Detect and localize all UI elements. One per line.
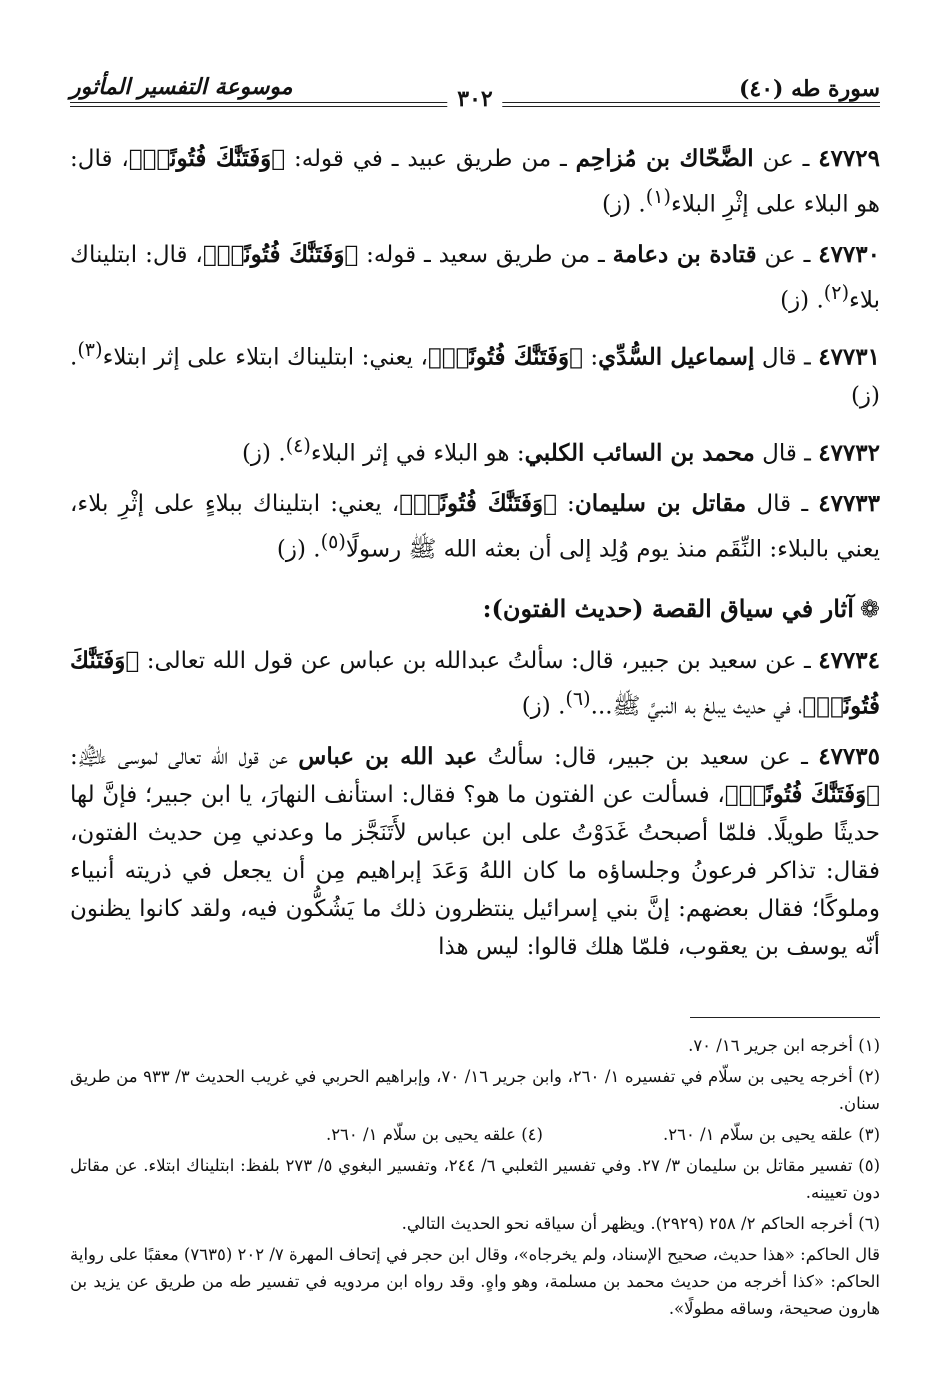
footnote-ref[interactable]: (٦): [565, 687, 591, 711]
quranic-verse: ﴿وَفَتَنَّٰكَ فُتُونًاۚ﴾: [128, 145, 286, 172]
footnote: (٦) أخرجه الحاكم ٢/ ٢٥٨ (٢٩٢٩). ويظهر أن سياقه نحو الحديث التالي.: [401, 1214, 880, 1233]
entry-text: ـ عن: [753, 146, 819, 172]
surah-title: سورة طه (٤٠): [738, 76, 880, 102]
entry-number: ٤٧٧٣٤: [818, 647, 880, 675]
footnote: (٣) علقه يحيى بن سلّام ١/ ٢٦٠.: [662, 1125, 880, 1144]
entry-end: . (ز): [241, 440, 286, 467]
narration-entry: [70, 738, 880, 966]
entry-end: . (ز): [276, 536, 321, 563]
narration-entry: [70, 236, 880, 320]
entry-number: ٤٧٧٣١: [818, 343, 880, 371]
entry-text: ، في حديث يبلغ به النبيَّ ﷺ...: [590, 693, 803, 720]
entry-end: . (ز): [521, 693, 566, 720]
narrator-name: إسماعيل السُّدِّي: [598, 343, 755, 371]
entry-text: ـ قال: [754, 344, 819, 371]
footnote-ref[interactable]: (٤): [285, 433, 311, 457]
quranic-verse: ﴿وَفَتَنَّٰكَ فُتُونًاۚ﴾: [70, 647, 880, 720]
narrator-name: عبد الله بن عباس: [298, 742, 478, 770]
quranic-verse: ﴿وَفَتَنَّٰكَ فُتُونًاۚ﴾: [202, 240, 359, 268]
main-text: [70, 140, 880, 978]
section-heading-text: آثار في سياق القصة (حديث الفتون):: [482, 594, 854, 624]
entry-text: ـ عن: [756, 241, 819, 268]
entry-end: . (ز): [70, 344, 880, 409]
entry-text: ـ قال: [746, 490, 819, 517]
entry-text: ـ عن سعيد بن جبير، قال: سألتُ: [477, 743, 819, 770]
quranic-verse: ﴿وَفَتَنَّٰكَ فُتُونًاۚ﴾: [427, 343, 583, 371]
entry-text: ، فسألت عن الفتون ما هو؟ فقال: استأنف النهارَ، يا ابن جبير؛ فإنَّ لها حديثًا طويلًا. فلمّا أصبحتُ غَدَوْتُ على ابن عباس لأَتَنَجَّز ما وعدني مِن حديث الفتون، فقال: تذاكر فرعونُ وجلساؤه ما كان اللهُ وَعَدَ إبراهيم مِن أن يجعل في ذريته أنبياء وملوكًا؛ فقال بعضهم: إنَّ بني إسرائيل ينتظرون ذلك ما يَشُكُّون فيه، ولقد كانوا يظنون أنّه يوسف بن يعقوب، فلمّا هلك قالوا: ليس هذا: [70, 781, 880, 960]
footnote-ref[interactable]: (١): [645, 185, 671, 208]
entry-text: ـ قال: [754, 440, 819, 467]
entry-number: ٤٧٧٣٠: [818, 240, 880, 268]
footnote-ref[interactable]: (٣): [77, 338, 103, 362]
quranic-verse: ﴿وَفَتَنَّٰكَ فُتُونًاۚ﴾: [724, 780, 880, 808]
narration-entry: [70, 485, 880, 569]
footnote: (١) أخرجه ابن جرير ١٦/ ٧٠.: [688, 1036, 880, 1055]
footnote: (٥) تفسير مقاتل بن سليمان ٣/ ٢٧. وفي تفسير الثعلبي ٦/ ٢٤٤، وتفسير البغوي ٥/ ٢٧٣ بلفظ: ابتليناك ابتلاء. عن مقاتل دون تعيينه.: [70, 1156, 880, 1202]
narrator-name: مقاتل بن سليمان: [574, 489, 747, 517]
narration-entry: [70, 140, 880, 224]
entry-text: ـ عن سعيد بن جبير، قال: سألتُ عبدالله بن عباس عن قول الله تعالى:: [139, 648, 819, 675]
entry-number: ٤٧٧٣٣: [818, 489, 881, 517]
entry-text: :: [556, 490, 575, 517]
entry-text: ، يعني: ابتليناك ابتلاء على إثر ابتلاء: [102, 344, 428, 371]
narration-entry: [70, 427, 880, 473]
entry-number: ٤٧٧٢٩: [818, 145, 880, 172]
entry-number: ٤٧٧٣٥: [818, 742, 880, 770]
entry-text: :: [582, 344, 599, 371]
entry-text: ، قال: هو البلاء على إثْرِ البلاء: [70, 146, 880, 218]
narration-entry: [70, 331, 880, 415]
page-header: [70, 68, 880, 112]
quranic-verse: ﴿وَفَتَنَّٰكَ فُتُونًاۚ﴾: [399, 489, 557, 517]
page-number: ٣٠٢: [447, 86, 502, 112]
flower-ornament-icon: ❁: [859, 595, 880, 624]
entry-number: ٤٧٧٣٢: [818, 439, 880, 467]
narrator-name: محمد بن السائب الكلبي: [524, 439, 755, 467]
entry-text: : هو البلاء في إثر البلاء: [310, 440, 525, 467]
entry-text: ـ من طريق عبيد ـ في قوله:: [285, 146, 576, 172]
entry-text: عن قول الله تعالى لموسى ﵇:: [70, 743, 299, 770]
entry-end: . (ز): [780, 287, 824, 314]
entry-text: ، قال: ابتليناك بلاء: [70, 241, 880, 314]
narrator-name: قتادة بن دعامة: [612, 240, 757, 268]
footnote-ref[interactable]: (٥): [320, 529, 346, 553]
entry-text: ـ من طريق سعيد ـ قوله:: [358, 241, 613, 268]
footnote-separator: [690, 1017, 880, 1018]
entry-text: ، يعني: ابتليناك ببلاءٍ على إثْرِ بلاء، يعني بالبلاء: النِّقَم منذ يوم وُلِد إلى أن بعثه الله ﷺ رسولًا: [70, 490, 880, 563]
footnote-continuation: قال الحاكم: «هذا حديث، صحيح الإسناد، ولم يخرجاه»، وقال ابن حجر في إتحاف المهرة ٧/ ٢٠٢ (٧٦٣٥) معقبًا على رواية الحاكم: «كذا أخرجه من حديث محمد بن مسلمة، وهو واهٍ. وقد رواه ابن مردويه في تفسير طه من طريق عن يزيد بن هارون صحيحة، وساقه مطولًا».: [70, 1245, 880, 1318]
narration-entry: [70, 642, 880, 726]
entry-end: . (ز): [602, 191, 646, 218]
footnotes: [70, 1032, 880, 1326]
footnote-row: [70, 1121, 880, 1148]
section-heading: [70, 590, 880, 628]
book-title: موسوعة التفسير المأثور: [70, 74, 293, 100]
narrator-name: الضَّحّاك بن مُزاحِم: [575, 145, 754, 172]
footnote-ref[interactable]: (٢): [823, 280, 850, 304]
footnote: (٢) أخرجه يحيى بن سلّام في تفسيره ١/ ٢٦٠، وابن جرير ١٦/ ٧٠، وإبراهيم الحربي في غريب الحديث ٣/ ٩٣٣ من طريق سنان.: [70, 1067, 880, 1113]
footnote: (٤) علقه يحيى بن سلّام ١/ ٢٦٠.: [325, 1125, 543, 1144]
